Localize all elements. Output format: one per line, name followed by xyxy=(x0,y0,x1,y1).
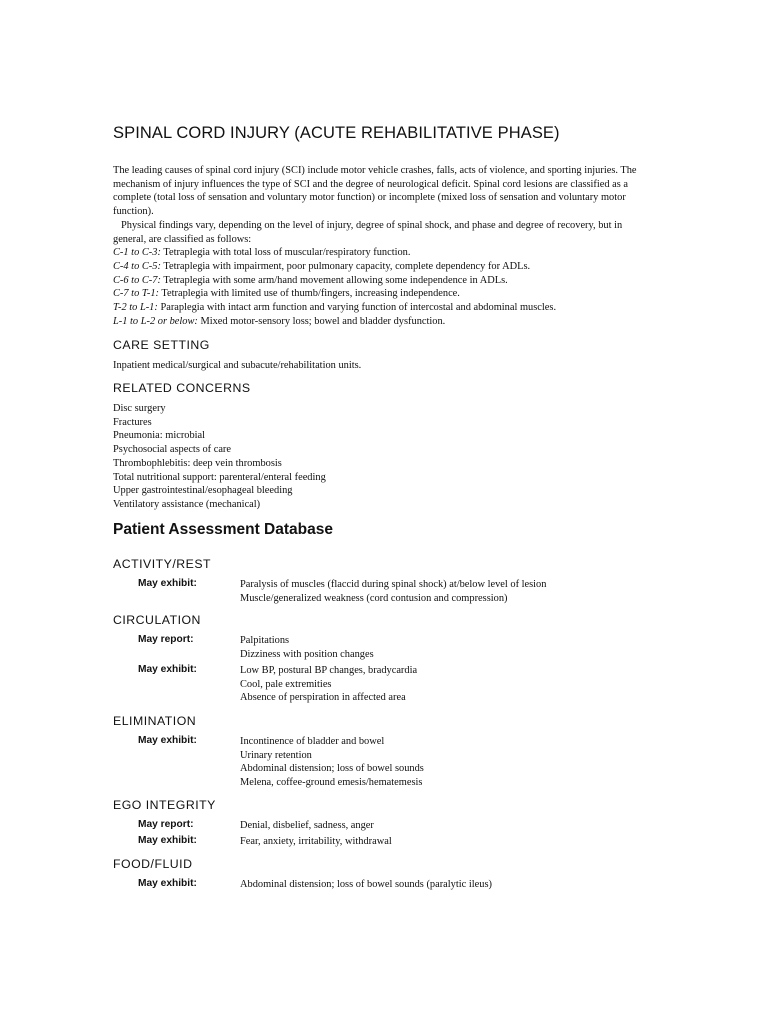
list-item: Disc surgery xyxy=(113,403,166,414)
level-description: Tetraplegia with total loss of muscular/respiratory function. xyxy=(160,247,411,259)
section-heading-elimination: ELIMINATION xyxy=(113,714,197,728)
level-line xyxy=(113,246,653,260)
level-range: L-1 to L-2 or below: xyxy=(113,315,198,327)
entry-label: May exhibit: xyxy=(138,735,197,746)
level-description: Tetraplegia with impairment, poor pulmonary capacity, complete dependency for ADLs. xyxy=(160,260,531,272)
entry-lines xyxy=(240,735,424,790)
list-item: Pneumonia: microbial xyxy=(113,430,206,442)
entry-label: May exhibit: xyxy=(138,835,197,846)
section-heading-circulation: CIRCULATION xyxy=(113,613,201,627)
level-description: Paraplegia with intact arm function and varying function of intercostal and abdominal muscles. xyxy=(157,302,557,314)
list-item: Thrombophlebitis: deep vein thrombosis xyxy=(113,457,282,469)
entry-line: Melena, coffee-ground emesis/hematemesis xyxy=(240,777,423,789)
entry-line: Incontinence of bladder and bowel xyxy=(240,736,385,747)
related-concerns-list xyxy=(113,402,326,512)
entry-label: May report: xyxy=(138,634,194,645)
level-line xyxy=(113,301,653,315)
related-concerns-heading: RELATED CONCERNS xyxy=(113,381,251,395)
section-heading-ego-integrity: EGO INTEGRITY xyxy=(113,798,216,812)
level-line xyxy=(113,315,653,329)
intro-paragraph-1: The leading causes of spinal cord injury (SCI) include motor vehicle crashes, falls, acts of violence, and sporting injuries. The mechanism of injury influences the type of SCI and the degree of neurological deficit. Spinal cord lesions are classified as a complete (total loss of sensation and voluntary motor function) or incomplete (mixed loss of sensation and voluntary motor function). xyxy=(113,165,637,218)
level-description: Tetraplegia with some arm/hand movement allowing some independence in ADLs. xyxy=(160,274,508,286)
section-heading-food-fluid: FOOD/FLUID xyxy=(113,857,193,871)
database-title: Patient Assessment Database xyxy=(113,521,333,538)
entry-lines xyxy=(240,634,374,661)
level-range: C-7 to T-1: xyxy=(113,288,159,300)
level-range: C-1 to C-3: xyxy=(113,247,161,259)
entry-lines xyxy=(240,878,492,892)
level-range: T-2 to L-1: xyxy=(113,302,158,314)
entry-lines xyxy=(240,835,392,849)
list-item: Psychosocial aspects of care xyxy=(113,444,232,456)
entry-line: Palpitations xyxy=(240,635,290,646)
entry-label: May exhibit: xyxy=(138,878,197,889)
section-heading-activity-rest: ACTIVITY/REST xyxy=(113,557,212,571)
level-description: Tetraplegia with limited use of thumb/fingers, increasing independence. xyxy=(159,288,460,300)
list-item: Upper gastrointestinal/esophageal bleeding xyxy=(113,485,293,497)
level-line xyxy=(113,260,653,274)
entry-line: Cool, pale extremities xyxy=(240,678,332,690)
entry-line: Dizziness with position changes xyxy=(240,648,374,660)
entry-label: May report: xyxy=(138,819,194,830)
level-line xyxy=(113,274,653,288)
entry-line: Fear, anxiety, irritability, withdrawal xyxy=(240,836,392,847)
entry-lines xyxy=(240,819,374,833)
entry-line: Abdominal distension; loss of bowel sounds (paralytic ileus) xyxy=(240,879,492,890)
list-item: Total nutritional support: parenteral/enteral feeding xyxy=(113,471,326,483)
level-description: Mixed motor-sensory loss; bowel and bladder dysfunction. xyxy=(197,315,446,327)
intro-paragraph-2: Physical findings vary, depending on the level of injury, degree of spinal shock, and phase and degree of recovery, but in general, are classified as follows: xyxy=(113,219,623,245)
care-setting-text: Inpatient medical/surgical and subacute/rehabilitation units. xyxy=(113,360,362,371)
entry-label: May exhibit: xyxy=(138,664,197,675)
entry-line: Denial, disbelief, sadness, anger xyxy=(240,820,374,831)
entry-line: Urinary retention xyxy=(240,749,312,761)
list-item: Ventilatory assistance (mechanical) xyxy=(113,498,261,510)
page-title: SPINAL CORD INJURY (ACUTE REHABILITATIVE PHASE) xyxy=(113,124,560,142)
level-range: C-4 to C-5: xyxy=(113,260,161,272)
intro-text xyxy=(113,164,653,328)
entry-line: Muscle/generalized weakness (cord contusion and compression) xyxy=(240,592,508,604)
level-line xyxy=(113,287,653,301)
entry-line: Paralysis of muscles (flaccid during spinal shock) at/below level of lesion xyxy=(240,579,547,590)
entry-line: Abdominal distension; loss of bowel sounds xyxy=(240,763,424,775)
entry-label: May exhibit: xyxy=(138,578,197,589)
care-setting-heading: CARE SETTING xyxy=(113,338,210,352)
level-range: C-6 to C-7: xyxy=(113,274,161,286)
entry-lines xyxy=(240,578,546,605)
list-item: Fractures xyxy=(113,416,152,428)
entry-line: Low BP, postural BP changes, bradycardia xyxy=(240,665,418,676)
entry-lines xyxy=(240,664,417,705)
entry-line: Absence of perspiration in affected area xyxy=(240,692,406,704)
